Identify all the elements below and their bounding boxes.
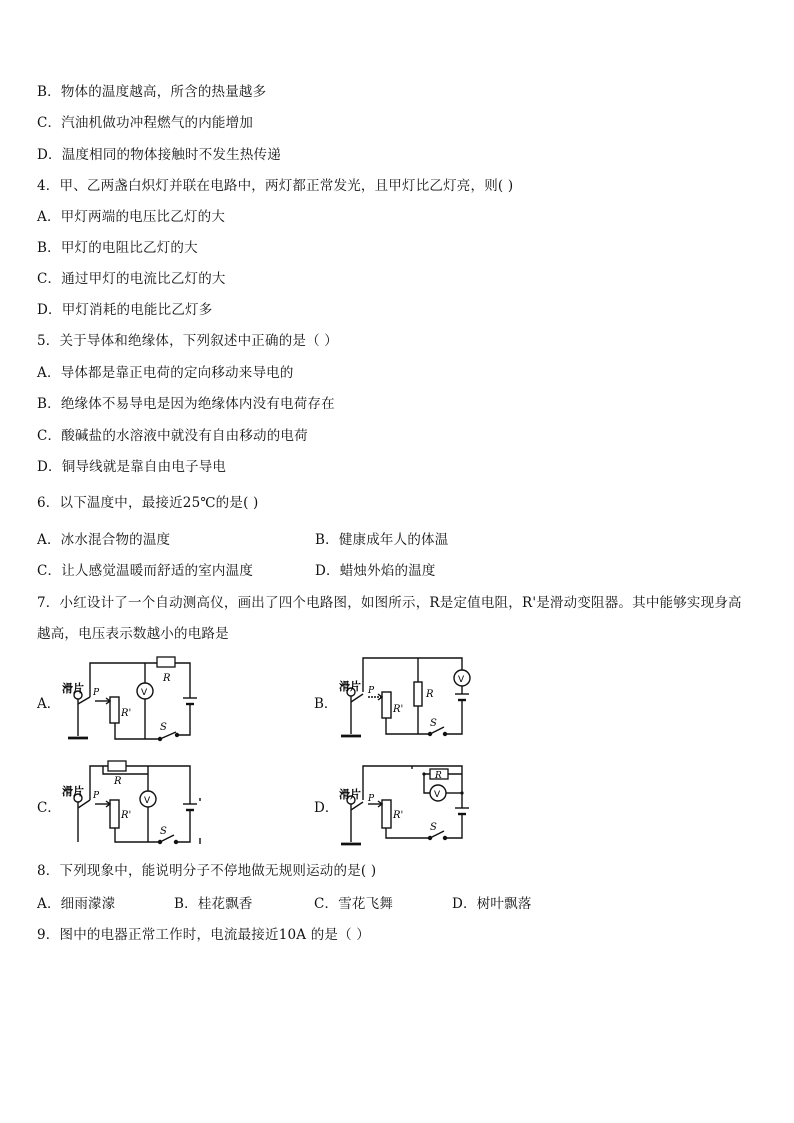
q8-options [37, 895, 532, 913]
q3-option-b: B．物体的温度越高，所含的热量越多 [37, 84, 267, 100]
q5-option-a: A．导体都是靠正电荷的定向移动来导电的 [37, 365, 294, 381]
circuit-d-diagram [338, 758, 478, 850]
circuit-b-label: B． [314, 696, 338, 712]
q3-option-c: C．汽油机做功冲程燃气的内能增加 [37, 115, 254, 131]
q4-stem: 4．甲、乙两盏白炽灯并联在电路中，两灯都正常发光，且甲灯比乙灯亮，则( ) [37, 178, 514, 194]
q5-option-d: D．铜导线就是靠自由电子导电 [37, 459, 227, 475]
circuit-d-r-label: R [435, 771, 442, 781]
circuit-d-p-label: P [368, 794, 375, 804]
circuit-b-diagram [338, 652, 478, 744]
q8-option-d: D．树叶飘落 [452, 896, 532, 912]
circuit-c-r-label: R [114, 776, 122, 787]
circuit-a-diagram [60, 652, 205, 744]
circuit-a-voltmeter-label: V [141, 688, 148, 698]
q4-option-c: C．通过甲灯的电流比乙灯的大 [37, 271, 226, 287]
circuit-b-switch-label: S [430, 718, 437, 729]
q8-stem: 8．下列现象中，能说明分子不停地做无规则运动的是( ) [37, 863, 377, 879]
q7-stem-line1: 7．小红设计了一个自动测高仪，画出了四个电路图，如图所示，R是定值电阻，R'是滑动变阻器。其中能够实现身高 [37, 595, 742, 611]
q3-option-d: D．温度相同的物体接触时不发生热传递 [37, 147, 281, 163]
circuit-a-slider-label: 滑片 [62, 682, 84, 695]
circuit-d-voltmeter-label: V [434, 790, 441, 800]
q4-option-a: A．甲灯两端的电压比乙灯的大 [37, 209, 226, 225]
circuit-a-rp-label: R' [121, 708, 132, 719]
q4-option-b: B．甲灯的电阻比乙灯的大 [37, 240, 198, 256]
circuit-a-r-label: R [163, 673, 171, 684]
circuit-b-voltmeter-label: V [458, 675, 465, 685]
q5-option-b: B．绝缘体不易导电是因为绝缘体内没有电荷存在 [37, 396, 335, 412]
circuit-d-rp-label: R' [393, 810, 404, 821]
circuit-d-label: D． [314, 800, 339, 816]
q6-stem: 6．以下温度中，最接近25℃的是( ) [37, 495, 259, 511]
circuit-c-label: C． [37, 800, 61, 816]
q8-option-a: A．细雨濛濛 [37, 896, 116, 912]
q6-option-a [37, 531, 449, 549]
q9-stem: 9．图中的电器正常工作时，电流最接近10A 的是（ ） [37, 927, 370, 943]
circuit-d-switch-label: S [430, 822, 437, 833]
q8-option-c: C．雪花飞舞 [314, 896, 394, 912]
circuit-c-switch-label: S [160, 826, 167, 837]
circuit-c-diagram [60, 758, 205, 850]
q6-option-c: C．让人感觉温暖而舒适的室内温度 [37, 563, 254, 579]
q5-stem: 5．关于导体和绝缘体，下列叙述中正确的是（ ） [37, 333, 338, 349]
circuit-b-r-label: R [426, 689, 434, 700]
circuit-b-rp-label: R' [393, 704, 404, 715]
q6-option-b: B．健康成年人的体温 [315, 532, 449, 548]
q6-option-a-text: A．冰水混合物的温度 [37, 532, 171, 548]
q5-option-c: C．酸碱盐的水溶液中就没有自由移动的电荷 [37, 428, 308, 444]
circuit-c-voltmeter-label: V [144, 796, 151, 806]
circuit-c-p-label: P [93, 791, 100, 801]
circuit-c-rp-label: R' [121, 810, 132, 821]
circuit-b-p-label: P [368, 686, 375, 696]
q6-option-c-row [37, 562, 436, 580]
circuit-a-switch-label: S [160, 722, 167, 733]
circuit-a-label: A． [37, 696, 61, 712]
q8-option-b: B．桂花飘香 [174, 896, 253, 912]
circuit-d-slider-label: 滑片 [339, 788, 361, 801]
q4-option-d: D．甲灯消耗的电能比乙灯多 [37, 302, 213, 318]
circuit-c-slider-label: 滑片 [62, 785, 84, 798]
circuit-a-p-label: P [93, 688, 100, 698]
q6-option-d: D．蜡烛外焰的温度 [315, 563, 436, 579]
q7-stem-line2: 越高，电压表示数越小的电路是 [37, 626, 229, 642]
circuit-b-slider-label: 滑片 [339, 680, 361, 693]
